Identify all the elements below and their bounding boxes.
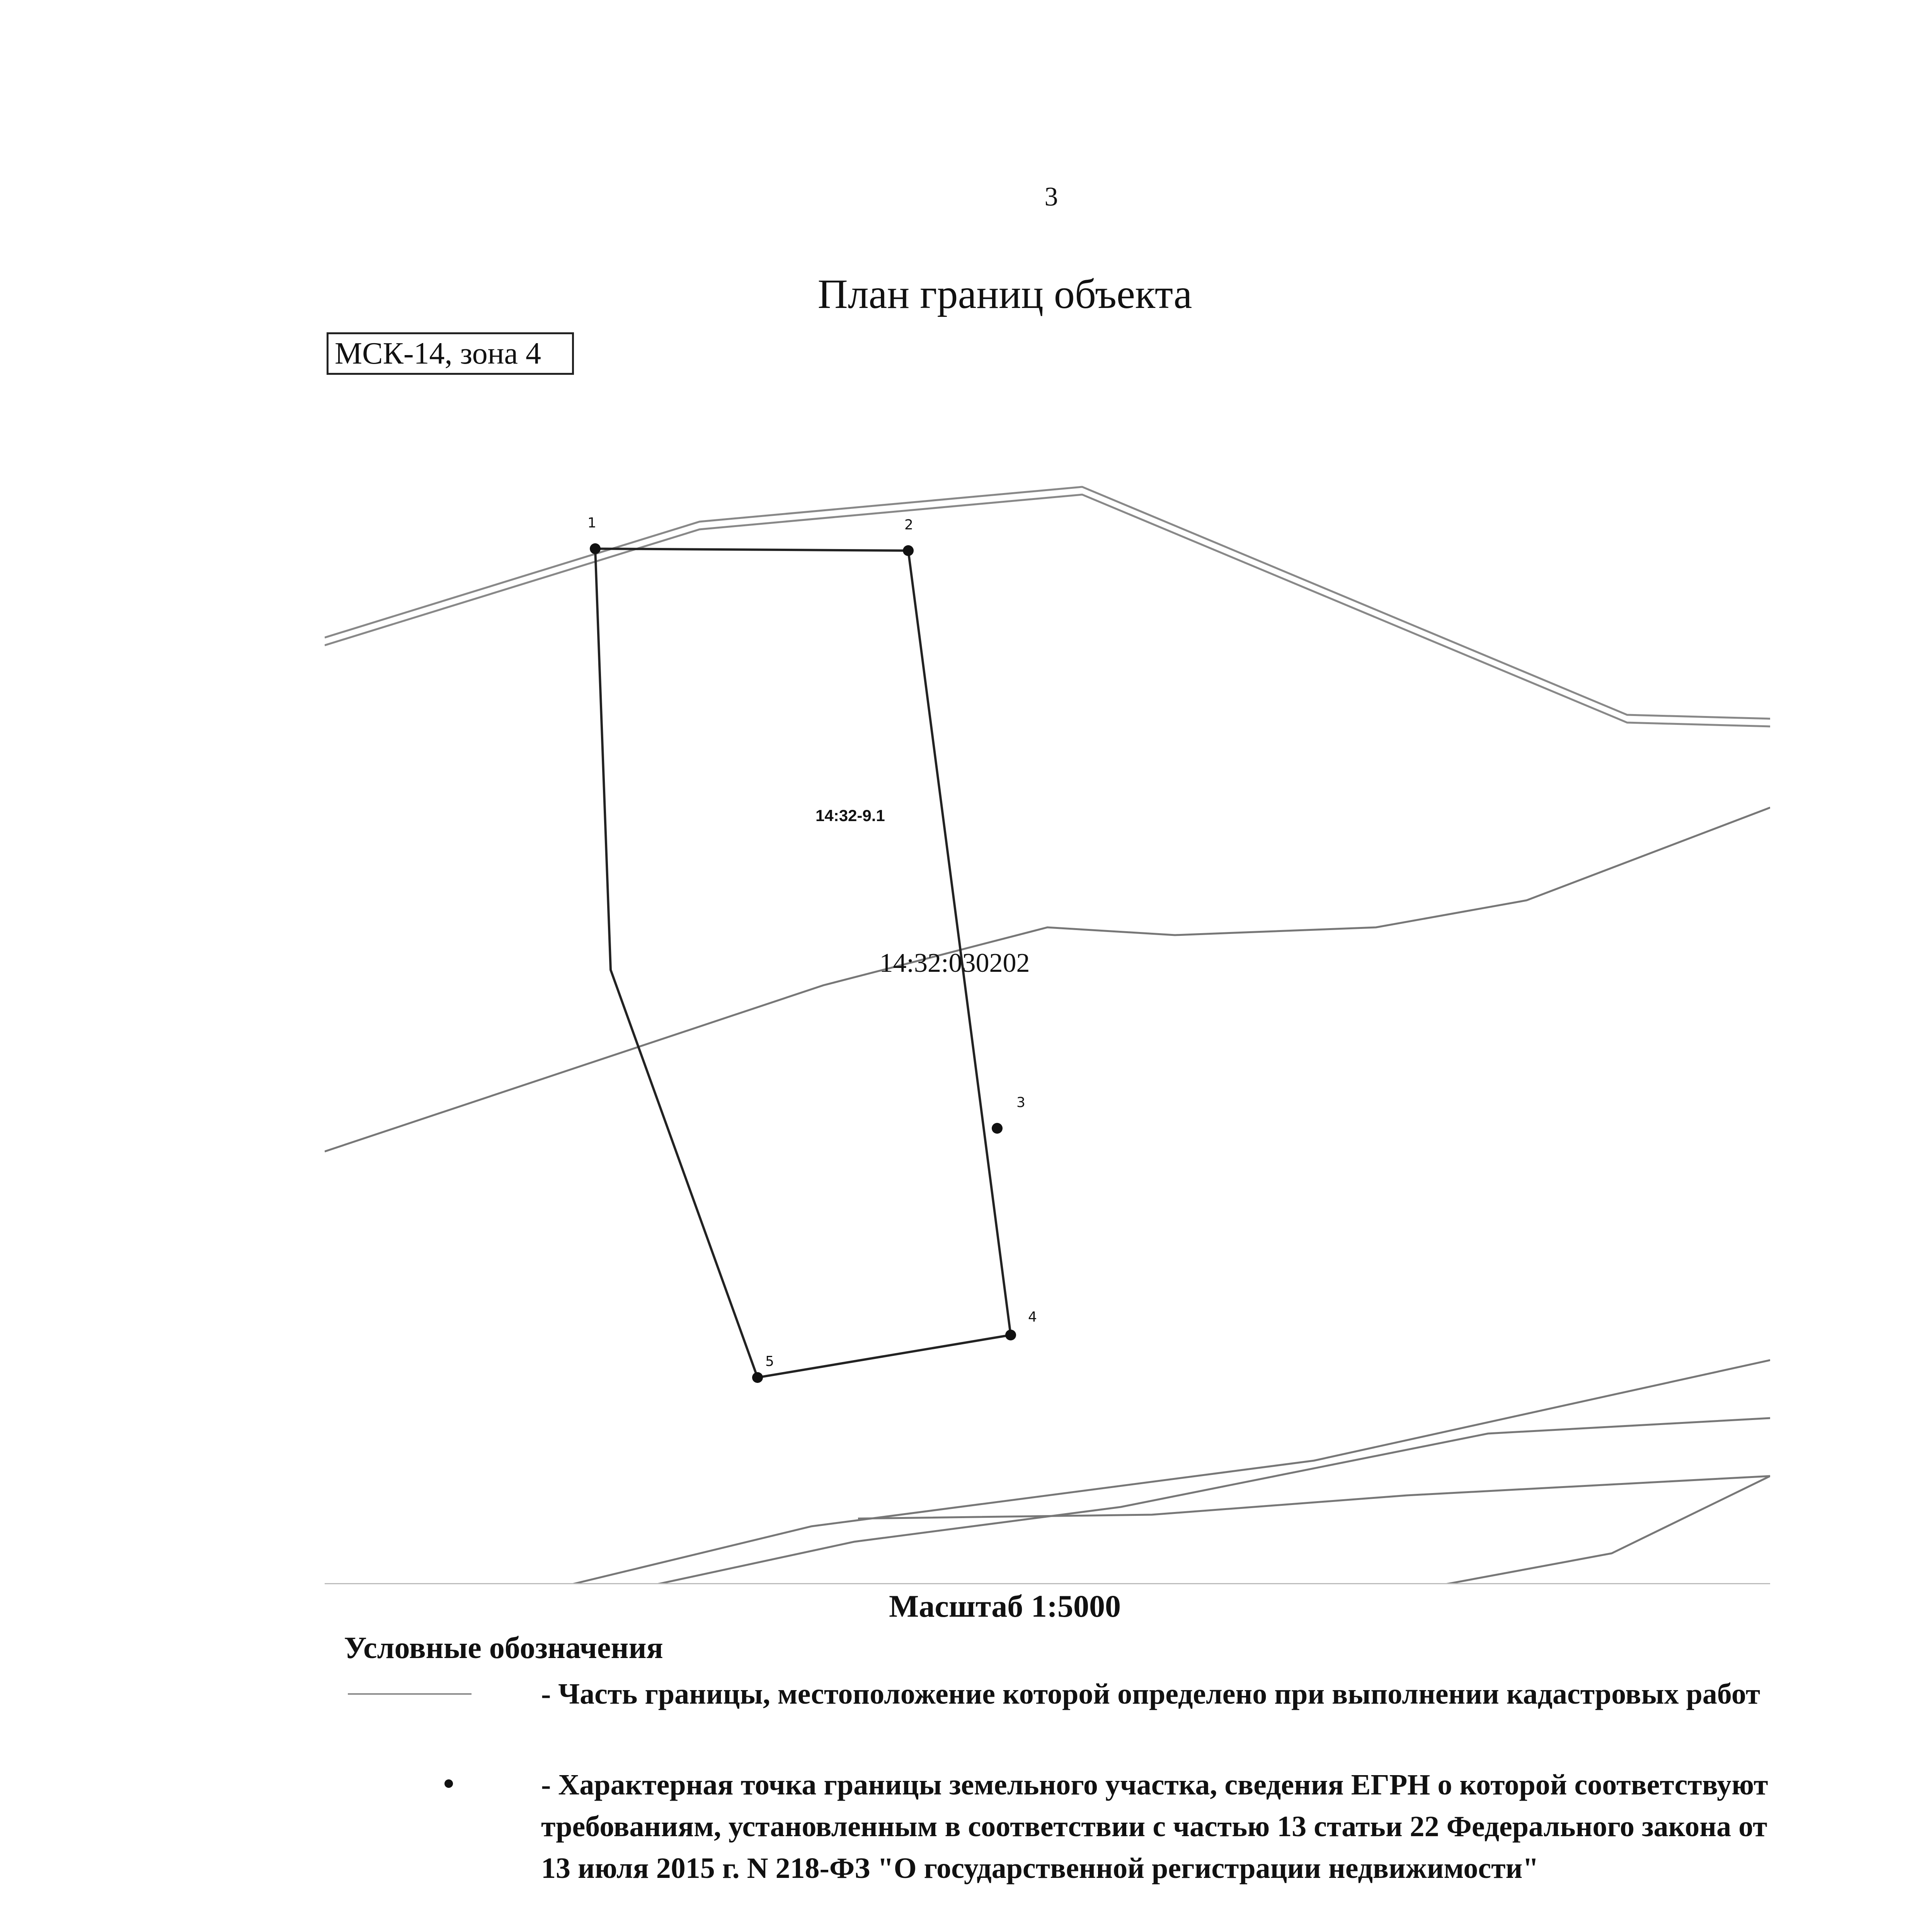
terrain-line bbox=[325, 808, 1770, 1151]
legend-line-symbol bbox=[348, 1693, 472, 1695]
page-number: 3 bbox=[1044, 182, 1058, 212]
scale-label: Масштаб 1:5000 bbox=[889, 1588, 1121, 1624]
point-marker-5 bbox=[752, 1372, 763, 1383]
legend-item-text: - Характерная точка границы земельного участка, сведения ЕГРН о которой соответствуют требованиям, установленным в соответствии с частью 13 статьи 22 Федерального закона от 13 июля 2015 г. N 218-ФЗ "О государственной регистрации недвижимости" bbox=[541, 1769, 1768, 1884]
point-label: 5 bbox=[765, 1354, 774, 1369]
point-marker-3 bbox=[992, 1123, 1003, 1134]
zone-boundary-road bbox=[325, 487, 1770, 726]
point-marker-2 bbox=[903, 545, 914, 556]
cadastral-quarter-label: 14:32:030202 bbox=[879, 948, 1030, 978]
point-marker-4 bbox=[1005, 1330, 1016, 1340]
terrain-line bbox=[657, 1418, 1770, 1584]
legend-item-text: - Часть границы, местоположение которой определено при выполнении кадастровых работ bbox=[541, 1678, 1760, 1710]
terrain-line bbox=[1445, 1476, 1770, 1584]
coordinate-system-label: МСК-14, зона 4 bbox=[327, 332, 574, 375]
legend-heading: Условные обозначения bbox=[344, 1631, 663, 1665]
terrain-line bbox=[572, 1360, 1770, 1584]
legend-item bbox=[340, 1764, 1770, 1932]
terrain-line bbox=[858, 1476, 1770, 1519]
boundary-plan-map bbox=[325, 444, 1770, 1584]
legend-dot-symbol bbox=[444, 1779, 453, 1788]
point-label: 4 bbox=[1028, 1309, 1037, 1325]
legend-item bbox=[340, 1673, 1770, 1766]
point-marker-1 bbox=[590, 543, 601, 554]
point-label: 3 bbox=[1016, 1095, 1025, 1111]
protected-zone-label: 14:32-9.1 bbox=[815, 806, 885, 825]
point-label: 2 bbox=[904, 517, 913, 533]
page-title: План границ объекта bbox=[817, 271, 1192, 317]
point-label: 1 bbox=[587, 515, 596, 531]
